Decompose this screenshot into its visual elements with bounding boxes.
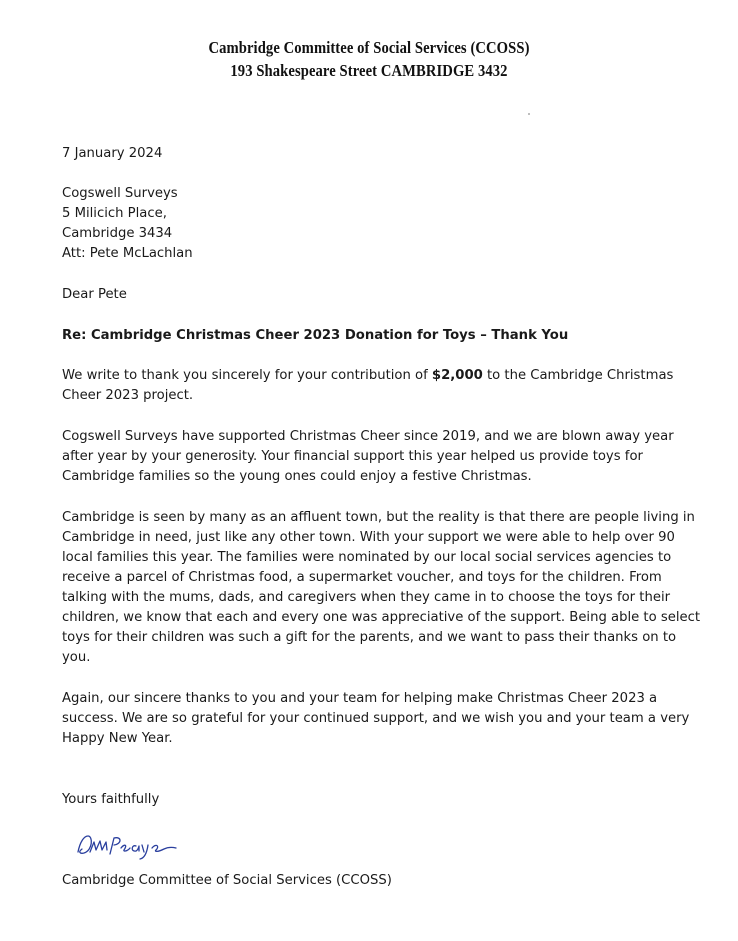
scan-speck (528, 113, 530, 115)
closing: Yours faithfully (62, 792, 160, 807)
paragraph-1-after: to the Cambridge Christmas Cheer 2023 project. (62, 368, 674, 403)
letter-date: 7 January 2024 (62, 146, 163, 161)
recipient-attention: Att: Pete McLachlan (62, 246, 193, 261)
handwritten-signature-icon (74, 828, 184, 860)
donation-amount: $2,000 (431, 368, 483, 383)
letterhead-org: Cambridge Committee of Social Services (CCOSS) (208, 38, 530, 57)
letterhead-address: 193 Shakespeare Street CAMBRIDGE 3432 (230, 61, 508, 80)
paragraph-4: Again, our sincere thanks to you and your team for helping make Christmas Cheer 2023 a success. We are so grateful for your continued support, and we wish you and your team a very Happy New Year. (62, 691, 690, 746)
salutation: Dear Pete (62, 287, 127, 302)
recipient-company: Cogswell Surveys (62, 186, 178, 201)
recipient-city: Cambridge 3434 (62, 226, 173, 241)
paragraph-1-before: We write to thank you sincerely for your contribution of (62, 368, 432, 383)
signatory: Cambridge Committee of Social Services (CCOSS) (62, 873, 392, 888)
subject-line: Re: Cambridge Christmas Cheer 2023 Donation for Toys – Thank You (62, 328, 569, 343)
paragraph-3: Cambridge is seen by many as an affluent town, but the reality is that there are people living in Cambridge in need, just like any other town. With your support we were able to help over 90 local families this year. The families were nominated by our local social services agencies to receive a parcel of Christmas food, a supermarket voucher, and toys for the children. From talking with the mums, dads, and caregivers when they came in to choose the toys for their children, we know that each and every one was appreciative of the support. Being able to select toys for their children was such a gift for the parents, and we want to pass their thanks on to you. (62, 510, 701, 665)
paragraph-2: Cogswell Surveys have supported Christmas Cheer since 2019, and we are blown away year after year by your generosity. Your financial support this year helped us provide toys for Cambridge families so the young ones could enjoy a festive Christmas. (62, 429, 674, 484)
recipient-street: 5 Milicich Place, (62, 206, 167, 221)
paragraph-1 (62, 366, 702, 406)
